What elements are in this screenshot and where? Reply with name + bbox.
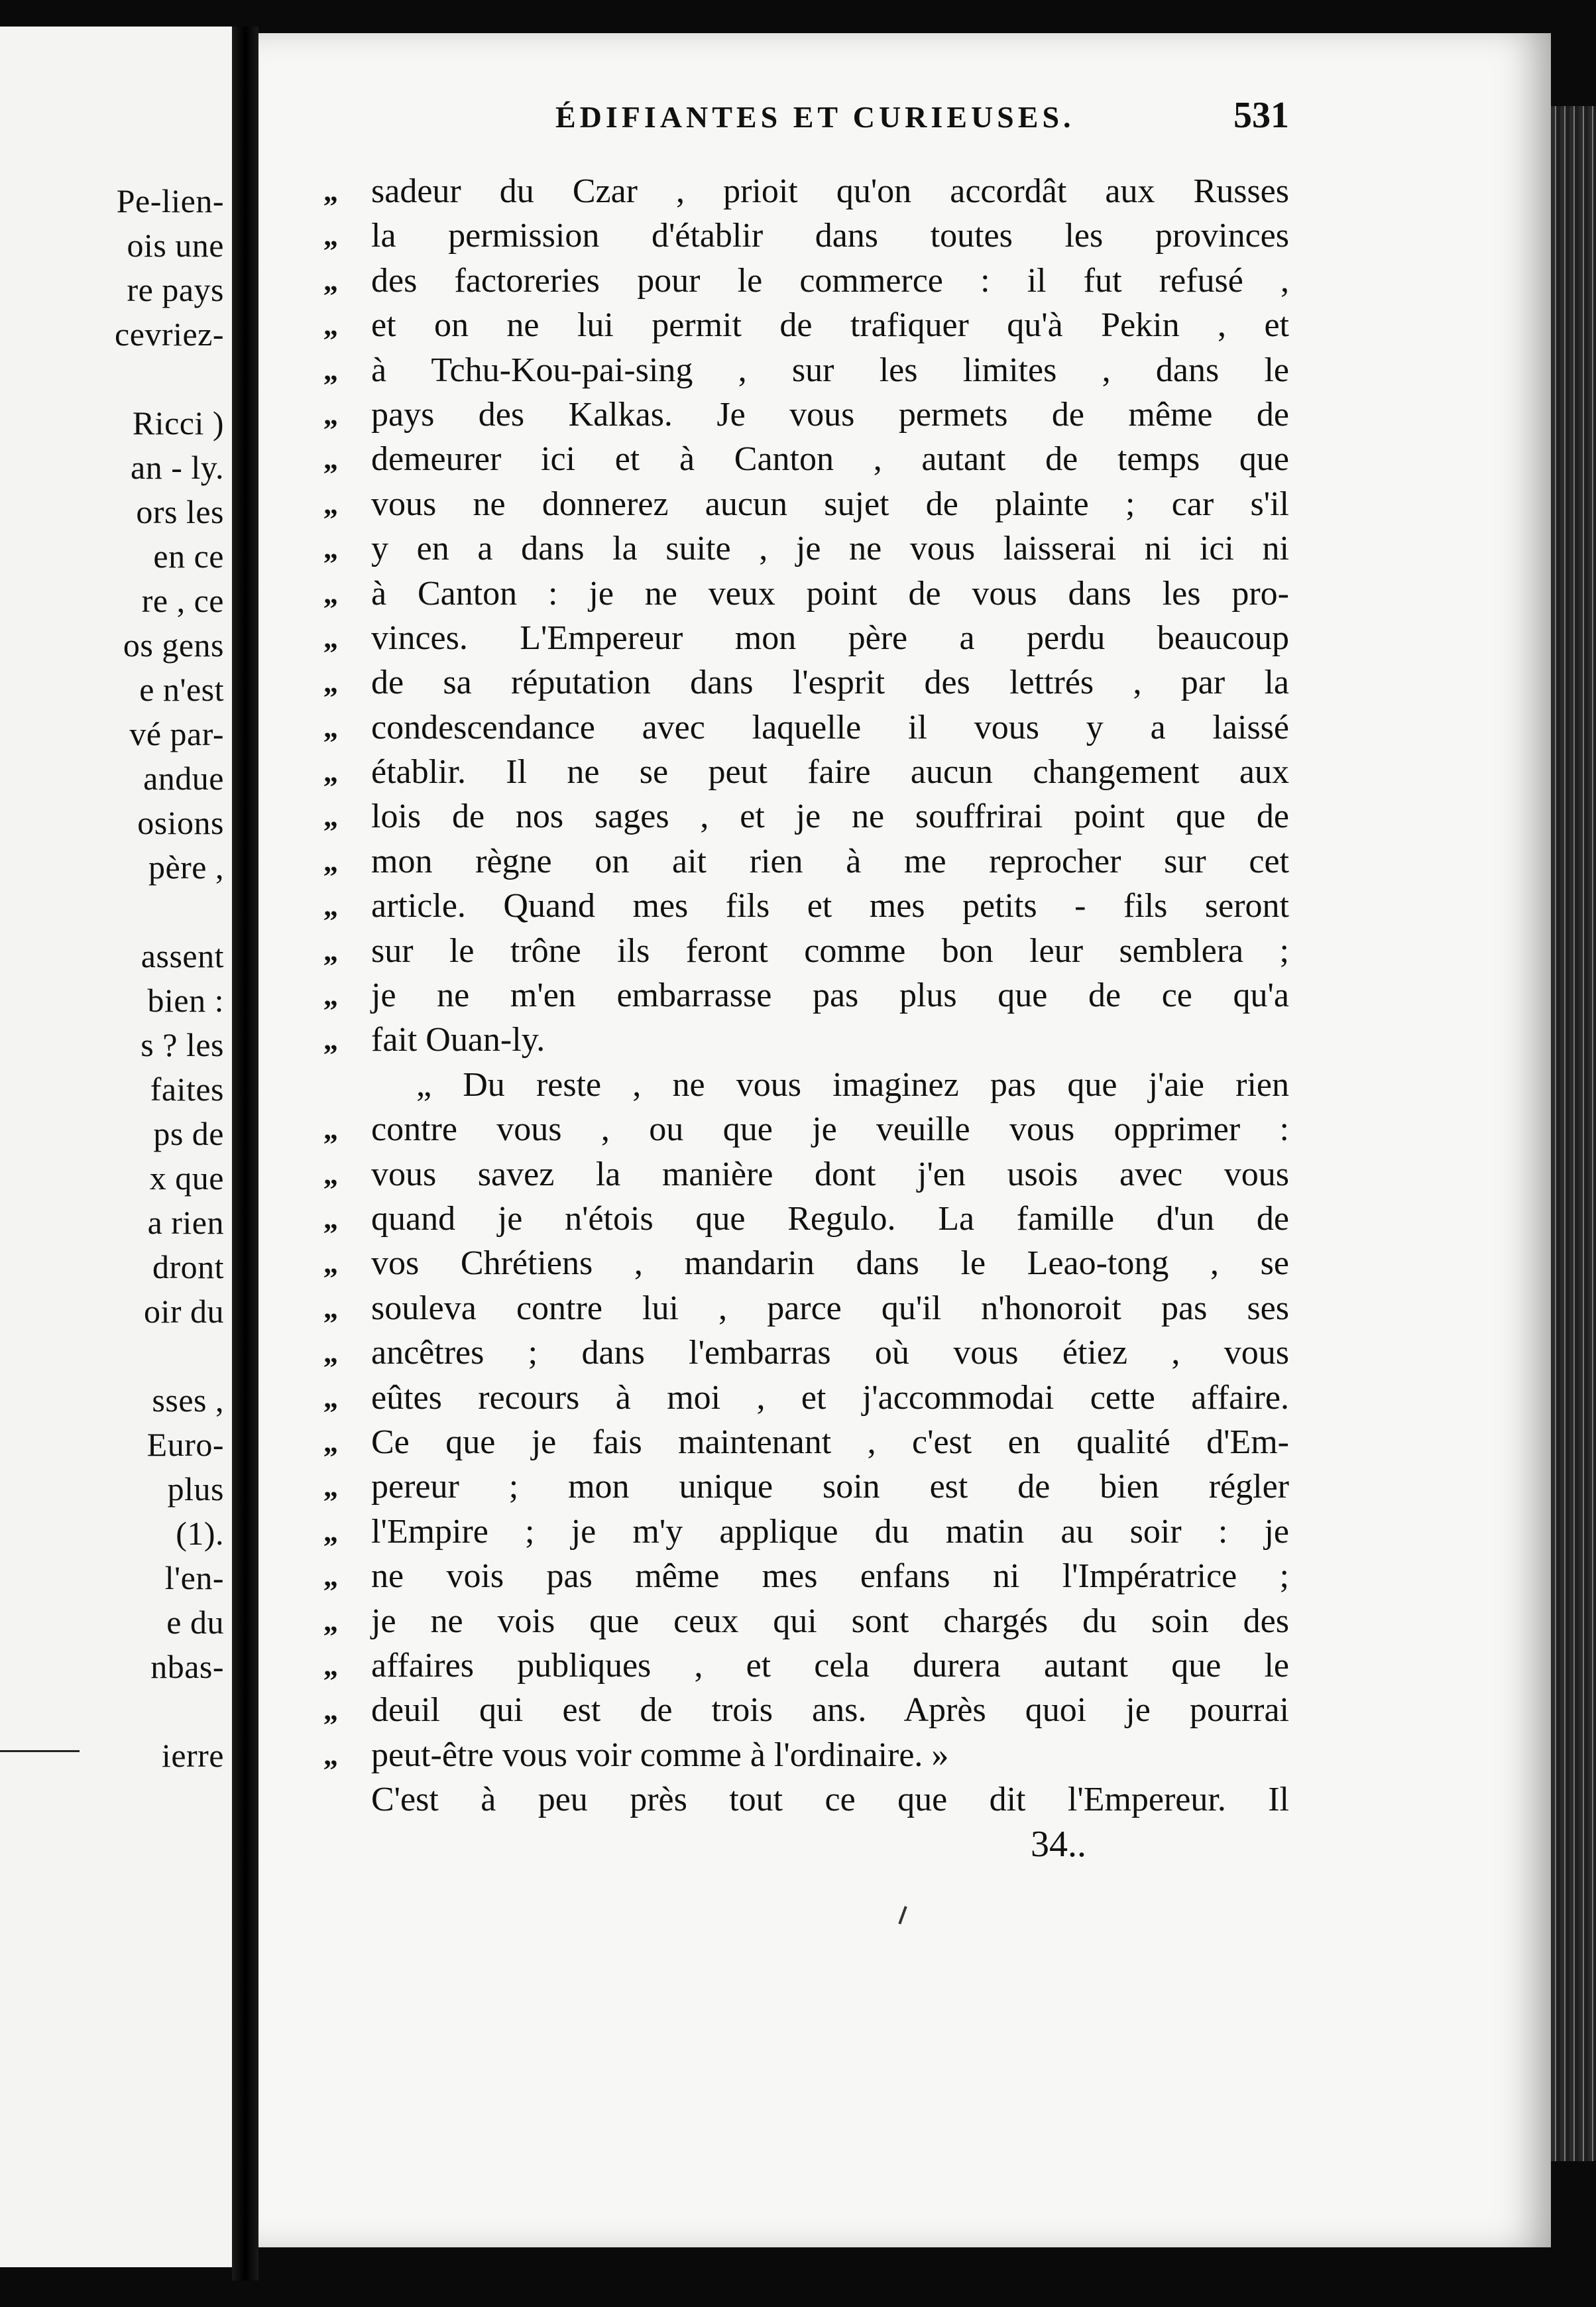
left-page-line: a rien bbox=[147, 1204, 224, 1241]
line-text: et on ne lui permit de trafiquer qu'à Pekin , et bbox=[371, 306, 1289, 345]
line-text: pays des Kalkas. Je vous permets de même de bbox=[371, 395, 1289, 434]
text-line bbox=[323, 1018, 1289, 1062]
text-line bbox=[323, 929, 1289, 973]
line-text: mon règne on ait rien à me reprocher sur cet bbox=[371, 842, 1289, 880]
quote-mark: „ bbox=[323, 577, 338, 610]
line-text: ancêtres ; dans l'embarras où vous étiez , vous bbox=[371, 1334, 1289, 1372]
left-page-line: osions bbox=[137, 804, 224, 841]
quote-mark: „ bbox=[323, 1560, 338, 1593]
left-page-line: Euro- bbox=[146, 1426, 224, 1463]
quote-mark: „ bbox=[323, 264, 338, 297]
quote-mark: „ bbox=[323, 621, 338, 654]
quote-mark: „ bbox=[323, 487, 338, 520]
line-text: vos Chrétiens , mandarin dans le Leao-tong , se bbox=[371, 1244, 1289, 1283]
text-line bbox=[323, 1197, 1289, 1241]
line-text: peut-être vous voir comme à l'ordinaire. » bbox=[371, 1736, 949, 1774]
text-line bbox=[323, 213, 1289, 258]
quote-mark: „ bbox=[323, 845, 338, 878]
left-page-fragment bbox=[0, 27, 232, 2267]
left-page-line: (1). bbox=[176, 1515, 224, 1552]
text-line bbox=[371, 1063, 1289, 1107]
quote-mark: „ bbox=[323, 532, 338, 565]
quote-mark: „ bbox=[323, 309, 338, 342]
text-line bbox=[323, 437, 1289, 481]
text-line bbox=[323, 1420, 1289, 1464]
quote-mark: „ bbox=[323, 756, 338, 789]
left-page-line: e n'est bbox=[139, 671, 224, 708]
quote-mark: „ bbox=[323, 1470, 338, 1504]
quote-mark: „ bbox=[323, 1247, 338, 1280]
text-line bbox=[323, 794, 1289, 839]
text-line bbox=[323, 1464, 1289, 1509]
footnote-rule bbox=[0, 1750, 80, 1752]
quote-mark: „ bbox=[323, 353, 338, 386]
left-page-line: re , ce bbox=[141, 582, 224, 619]
quote-mark: „ bbox=[323, 979, 338, 1012]
left-page-line: nbas- bbox=[150, 1648, 224, 1685]
quote-mark: „ bbox=[323, 711, 338, 744]
quote-mark: „ bbox=[323, 1649, 338, 1682]
quote-mark: „ bbox=[323, 1694, 338, 1727]
line-text: à Tchu-Kou-pai-sing , sur les limites , dans le bbox=[371, 351, 1289, 389]
left-page-line: an - ly. bbox=[131, 449, 224, 486]
text-line bbox=[323, 392, 1289, 437]
left-page-line: e du bbox=[166, 1604, 224, 1641]
quote-mark: „ bbox=[323, 1381, 338, 1414]
text-line bbox=[323, 1643, 1289, 1688]
left-page-line: père , bbox=[148, 849, 224, 886]
left-page-line: s ? les bbox=[141, 1026, 224, 1063]
text-line bbox=[323, 1554, 1289, 1598]
page-edges bbox=[1551, 106, 1596, 2161]
left-page-line: Ricci ) bbox=[132, 404, 224, 442]
running-title: ÉDIFIANTES ET CURIEUSES. bbox=[555, 100, 1075, 134]
text-line bbox=[323, 1509, 1289, 1554]
text-line bbox=[323, 1331, 1289, 1375]
quote-mark: „ bbox=[323, 1515, 338, 1548]
quote-mark: „ bbox=[323, 934, 338, 967]
quote-mark: „ bbox=[323, 1113, 338, 1146]
text-line bbox=[323, 1688, 1289, 1732]
text-line bbox=[323, 750, 1289, 794]
left-page-line: ors les bbox=[136, 493, 224, 530]
left-page-line: plus bbox=[167, 1470, 224, 1508]
line-text: pereur ; mon unique soin est de bien régler bbox=[371, 1468, 1289, 1506]
quote-mark: „ bbox=[323, 1157, 338, 1191]
line-text: des factoreries pour le commerce : il fut refusé , bbox=[371, 261, 1289, 300]
left-page-line: assent bbox=[141, 937, 224, 975]
text-line bbox=[323, 303, 1289, 347]
text-line bbox=[323, 348, 1289, 392]
line-text: demeurer ici et à Canton , autant de temps que bbox=[371, 440, 1289, 479]
left-page-line: re pays bbox=[127, 271, 224, 308]
line-text: sadeur du Czar , prioit qu'on accordât aux Russes bbox=[371, 172, 1289, 210]
left-page-line: x que bbox=[149, 1159, 224, 1197]
line-text: à Canton : je ne veux point de vous dans les pro- bbox=[371, 574, 1289, 613]
quote-mark: „ bbox=[323, 175, 338, 207]
text-line bbox=[323, 839, 1289, 884]
line-text: quand je n'étois que Regulo. La famille d'un de bbox=[371, 1199, 1289, 1238]
left-page-line: Pe-lien- bbox=[116, 182, 224, 219]
quote-mark: „ bbox=[323, 1202, 338, 1235]
line-text: vous savez la manière dont j'en usois avec vous bbox=[371, 1155, 1289, 1193]
left-page-line: faites bbox=[150, 1071, 224, 1108]
quote-mark: „ bbox=[323, 1604, 338, 1637]
left-page-line: dront bbox=[152, 1248, 224, 1285]
left-page-line bbox=[115, 1689, 224, 1734]
line-text: vinces. L'Empereur mon père a perdu beaucoup bbox=[371, 619, 1289, 657]
left-page-line: oir du bbox=[143, 1293, 224, 1330]
text-line bbox=[323, 884, 1289, 928]
book-gutter bbox=[232, 27, 258, 2280]
text-line bbox=[323, 1241, 1289, 1285]
left-page-line: vé par- bbox=[129, 715, 224, 752]
line-text: de sa réputation dans l'esprit des lettrés , par la bbox=[371, 664, 1289, 702]
text-line bbox=[323, 660, 1289, 705]
left-page-line: en ce bbox=[153, 538, 224, 575]
left-page-line bbox=[115, 357, 224, 401]
text-line bbox=[323, 1376, 1289, 1420]
line-text: y en a dans la suite , je ne vous laisserai ni ici ni bbox=[371, 530, 1289, 568]
body-text bbox=[323, 169, 1289, 1822]
quote-mark: „ bbox=[323, 890, 338, 923]
text-line bbox=[323, 482, 1289, 526]
left-page-line: cevriez- bbox=[115, 316, 224, 353]
text-line bbox=[323, 259, 1289, 303]
text-line bbox=[323, 1152, 1289, 1197]
line-text: sur le trône ils feront comme bon leur semblera ; bbox=[371, 931, 1289, 970]
quote-mark: „ bbox=[323, 1291, 338, 1325]
text-line bbox=[323, 1107, 1289, 1152]
quote-mark: „ bbox=[323, 800, 338, 833]
line-text: l'Empire ; je m'y applique du matin au soir : je bbox=[371, 1512, 1289, 1551]
left-page-line: bien : bbox=[147, 982, 224, 1019]
left-page-line: andue bbox=[143, 760, 224, 797]
quote-mark: „ bbox=[323, 1738, 338, 1771]
page-header bbox=[555, 95, 1289, 152]
text-line bbox=[323, 973, 1289, 1018]
text-line bbox=[323, 169, 1289, 213]
quote-mark: „ bbox=[323, 219, 338, 253]
line-text: ne vois pas même mes enfans ni l'Impératrice ; bbox=[371, 1557, 1289, 1596]
left-page-text bbox=[115, 179, 224, 1778]
line-text: contre vous , ou que je veuille vous opprimer : bbox=[371, 1110, 1289, 1149]
quote-mark: „ bbox=[323, 398, 338, 431]
text-line bbox=[323, 526, 1289, 571]
left-page-line: sses , bbox=[152, 1382, 224, 1419]
quote-mark: „ bbox=[323, 666, 338, 699]
line-text: lois de nos sages , et je ne souffrirai point que de bbox=[371, 798, 1289, 836]
text-line bbox=[323, 1286, 1289, 1331]
line-text: établir. Il ne se peut faire aucun changement aux bbox=[371, 753, 1289, 792]
quote-mark: „ bbox=[323, 1336, 338, 1370]
line-text: souleva contre lui , parce qu'il n'honoroit pas ses bbox=[371, 1289, 1289, 1327]
text-line bbox=[323, 571, 1289, 616]
text-line bbox=[371, 1777, 1289, 1822]
line-text: deuil qui est de trois ans. Après quoi je pourrai bbox=[371, 1691, 1289, 1730]
page-number: 531 bbox=[1233, 95, 1289, 136]
text-line bbox=[323, 1599, 1289, 1643]
line-text: je ne vois que ceux qui sont chargés du soin des bbox=[371, 1602, 1289, 1640]
quote-mark: „ bbox=[323, 443, 338, 476]
line-text: fait Ouan-ly. bbox=[371, 1021, 545, 1059]
left-page-line: ps de bbox=[153, 1115, 224, 1152]
left-page-line: os gens bbox=[123, 626, 224, 664]
line-text: „ Du reste , ne vous imaginez pas que j'aie rien bbox=[416, 1065, 1289, 1104]
line-text: affaires publiques , et cela durera autant que le bbox=[371, 1646, 1289, 1685]
line-text: condescendance avec laquelle il vous y a laissé bbox=[371, 708, 1289, 746]
line-text: Ce que je fais maintenant , c'est en qualité d'Em- bbox=[371, 1423, 1289, 1461]
left-page-line: l'en- bbox=[164, 1559, 224, 1596]
text-line bbox=[323, 705, 1289, 750]
left-page-line bbox=[115, 890, 224, 934]
line-text: je ne m'en embarrasse pas plus que de ce qu'a bbox=[371, 976, 1289, 1015]
line-text: eûtes recours à moi , et j'accommodai cette affaire. bbox=[371, 1378, 1289, 1417]
line-text: vous ne donnerez aucun sujet de plainte ; car s'il bbox=[371, 485, 1289, 523]
quote-mark: „ bbox=[323, 1425, 338, 1458]
line-text: C'est à peu près tout ce que dit l'Empereur. Il bbox=[371, 1781, 1289, 1819]
line-text: article. Quand mes fils et mes petits - fils seront bbox=[371, 887, 1289, 925]
quote-mark: „ bbox=[323, 1024, 338, 1057]
left-page-line: ierre bbox=[161, 1737, 224, 1774]
text-line bbox=[323, 616, 1289, 660]
text-line bbox=[323, 1733, 1289, 1777]
left-page-line: ois une bbox=[127, 227, 224, 264]
line-text: la permission d'établir dans toutes les provinces bbox=[371, 217, 1289, 255]
left-page-line bbox=[115, 1334, 224, 1378]
signature-mark: 34.. bbox=[1031, 1824, 1086, 1865]
